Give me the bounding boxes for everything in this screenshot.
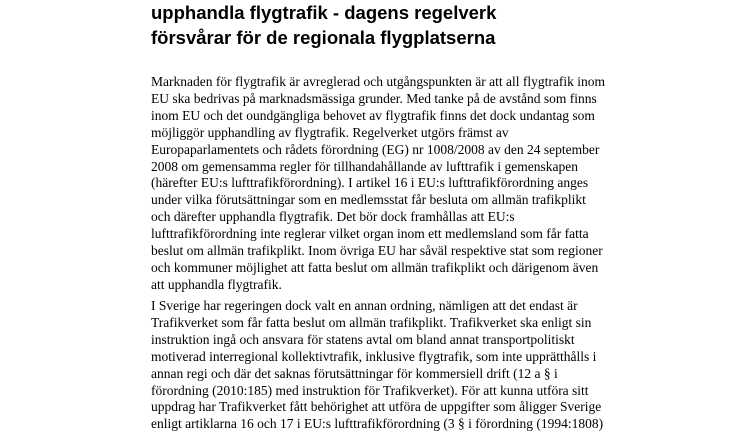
paragraph-line: Trafikverket som får fatta beslut om allmän trafikplikt. Trafikverket ska enligt sin (151, 314, 592, 330)
paragraph-line: att upphandla flygtrafik. (151, 276, 282, 292)
paragraph-line: enligt artiklarna 16 och 17 i EU:s lufttrafikförordning (3 § i förordning (1994:1808) (151, 416, 604, 432)
paragraph-line: EU ska bedrivas på marknadsmässiga grunder. Med tanke på de avstånd som finns (151, 90, 597, 106)
paragraph-line: Marknaden för flygtrafik är avreglerad och utgångspunkten är att all flygtrafik inom (151, 74, 605, 89)
document-heading (151, 0, 711, 50)
body-paragraph-market (151, 74, 641, 294)
paragraph-line: instruktion ingå och ansvara för statens avtal om bland annat transportpolitiskt (151, 331, 575, 347)
heading-line: upphandla flygtrafik - dagens regelverk (151, 2, 497, 23)
body-paragraph-sweden (151, 298, 641, 433)
paragraph-line: I Sverige har regeringen dock valt en annan ordning, nämligen att det endast är (151, 298, 578, 313)
paragraph-line: Europaparlamentets och rådets förordning (EG) nr 1008/2008 av den 24 september (151, 141, 600, 157)
paragraph-line: motiverad interregional kollektivtrafik, inklusive flygtrafik, som inte upprätthålls i (151, 348, 597, 364)
paragraph-line: förordning (2010:185) med instruktion för Trafikverket). För att kunna utföra sitt (151, 382, 589, 398)
paragraph-line: under vilka förutsättningar som en medlemsstat får besluta om allmän trafikplikt (151, 192, 586, 208)
paragraph-line: lufttrafikförordning inte reglerar vilket organ inom ett medlemsland som får fatta (151, 226, 589, 242)
paragraph-line: beslut om allmän trafikplikt. Inom övriga EU har såväl respektive stat som regioner (151, 243, 603, 259)
paragraph-line: (härefter EU:s lufttrafikförordning). I artikel 16 i EU:s lufttrafikförordning anges (151, 175, 589, 191)
paragraph-line: annan regi och där det saknas förutsättningar för kommersiell drift (12 a § i (151, 365, 558, 381)
heading-line: försvårar för de regionala flygplatserna (151, 27, 496, 48)
paragraph-line: och därefter upphandla flygtrafik. Det bör dock framhållas att EU:s (151, 209, 515, 225)
paragraph-line: och kommuner möjlighet att fatta beslut om allmän trafikplikt och därigenom även (151, 259, 599, 275)
paragraph-line: inom EU och det oundgängliga behovet av flygtrafik finns det dock undantag som (151, 107, 595, 123)
paragraph-line: möjliggör upphandling av flygtrafik. Regelverket utgörs främst av (151, 124, 509, 140)
paragraph-line: 2008 om gemensamma regler för tillhandahållande av lufttrafik i gemenskapen (151, 158, 578, 174)
paragraph-line: uppdrag har Trafikverket fått behörighet att utföra de uppgifter som åligger Sverige (151, 399, 602, 415)
